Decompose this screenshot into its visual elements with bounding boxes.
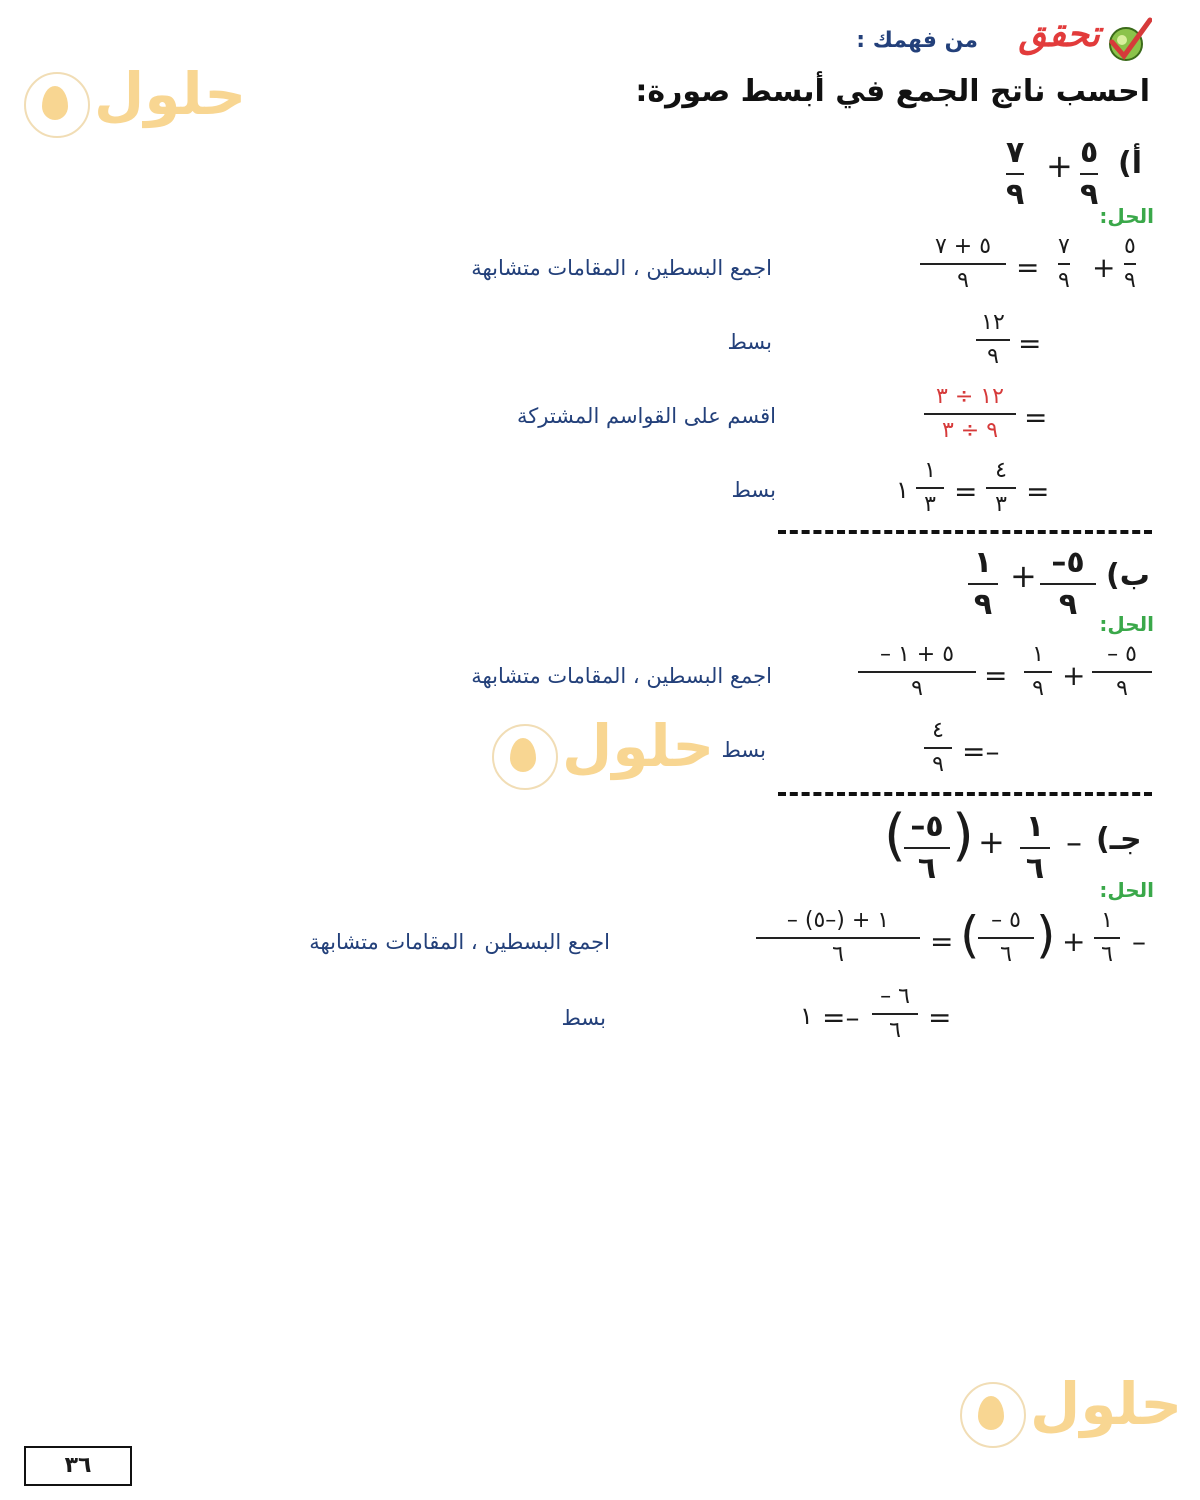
right-paren: ( (884, 803, 906, 868)
solution-label: الحل: (1099, 878, 1154, 902)
equals-sign: = (930, 925, 954, 958)
check-subtitle: من فهمك : (856, 28, 978, 53)
watermark-logo (960, 1370, 1190, 1460)
equals-sign: =– (962, 735, 1000, 768)
watermark-logo (24, 60, 254, 150)
watermark-text: حلول (1030, 1370, 1183, 1438)
whole-number: ١ (896, 476, 909, 504)
watermark-text: حلول (94, 60, 247, 128)
fraction: ٧ ٩ (1006, 135, 1025, 212)
part-c-label: جـ) (1096, 822, 1142, 857)
minus-sign: – (1066, 823, 1082, 861)
equals-sign: = (1026, 475, 1050, 508)
fraction: ١ ٩ (968, 548, 998, 620)
step-note: اجمع البسطين ، المقامات متشابهة (309, 930, 610, 954)
whole-number: ١ (800, 1002, 813, 1030)
plus-sign: + (1046, 147, 1073, 185)
fraction: ٥ ٩ (1124, 234, 1136, 293)
plus-sign: + (1010, 557, 1037, 595)
divider (778, 792, 1152, 796)
equals-sign: = (1018, 327, 1042, 360)
fraction: ١٢ ٩ (976, 312, 1010, 368)
right-paren: ( (960, 906, 980, 964)
logo-drop-icon (978, 1396, 1004, 1430)
step-note: بسط (727, 330, 772, 354)
step-note: اقسم على القواسم المشتركة (517, 404, 776, 428)
step-note: اجمع البسطين ، المقامات متشابهة (471, 256, 772, 280)
watermark-text: حلول (562, 712, 715, 780)
minus-sign: – (1132, 925, 1146, 958)
fraction: – ٦ ٦ (872, 986, 918, 1042)
step-note: بسط (721, 738, 766, 762)
equals-sign: = (1024, 401, 1048, 434)
fraction: ٤ ٩ (924, 720, 952, 776)
solution-label: الحل: (1099, 204, 1154, 228)
fraction: –٥ ٦ (904, 812, 950, 884)
check-icon (1104, 16, 1152, 64)
fraction: ١ ٩ (1024, 644, 1052, 700)
plus-sign: + (1062, 925, 1086, 958)
fraction: ٥ + ٧ ٩ (920, 236, 1006, 292)
fraction: ٧ ٩ (1058, 234, 1070, 293)
solution-label: الحل: (1099, 612, 1154, 636)
divider (778, 530, 1152, 534)
watermark-logo (492, 712, 722, 802)
logo-drop-icon (510, 738, 536, 772)
logo-drop-icon (42, 86, 68, 120)
plus-sign: + (1092, 251, 1116, 284)
step-note: بسط (731, 478, 776, 502)
page-number: ٣٦ (24, 1446, 132, 1486)
equals-sign: = (984, 659, 1008, 692)
part-b-label: ب) (1106, 558, 1150, 593)
step-note: اجمع البسطين ، المقامات متشابهة (471, 664, 772, 688)
fraction: ١ ٦ (1020, 812, 1050, 884)
fraction: ١ ٣ (916, 460, 944, 516)
fraction: – ٥ ٦ (978, 910, 1034, 966)
equals-sign: = (954, 475, 978, 508)
plus-sign: + (978, 823, 1005, 861)
step-note: بسط (561, 1006, 606, 1030)
fraction: – ٥ ٩ (1092, 644, 1152, 700)
fraction: ١ ٦ (1094, 910, 1120, 966)
fraction: – ١ + (–٥) ٦ (756, 910, 920, 966)
instruction-heading: احسب ناتج الجمع في أبسط صورة: (635, 74, 1150, 109)
fraction: – ٥ + ١ ٩ (858, 644, 976, 700)
left-paren: ) (1036, 906, 1056, 964)
fraction: ٥ ٩ (1080, 135, 1099, 212)
equals-sign: = (928, 1001, 952, 1034)
equals-sign: = (1016, 251, 1040, 284)
left-paren: ) (952, 803, 974, 868)
equals-sign: =– (822, 1001, 860, 1034)
fraction: ٤ ٣ (986, 460, 1016, 516)
part-a-label: أ) (1118, 146, 1142, 181)
plus-sign: + (1062, 659, 1086, 692)
fraction: –٥ ٩ (1040, 548, 1096, 620)
fraction: ١٢ ÷ ٣ ٩ ÷ ٣ (924, 386, 1016, 442)
check-title: تحقق (1018, 14, 1100, 55)
